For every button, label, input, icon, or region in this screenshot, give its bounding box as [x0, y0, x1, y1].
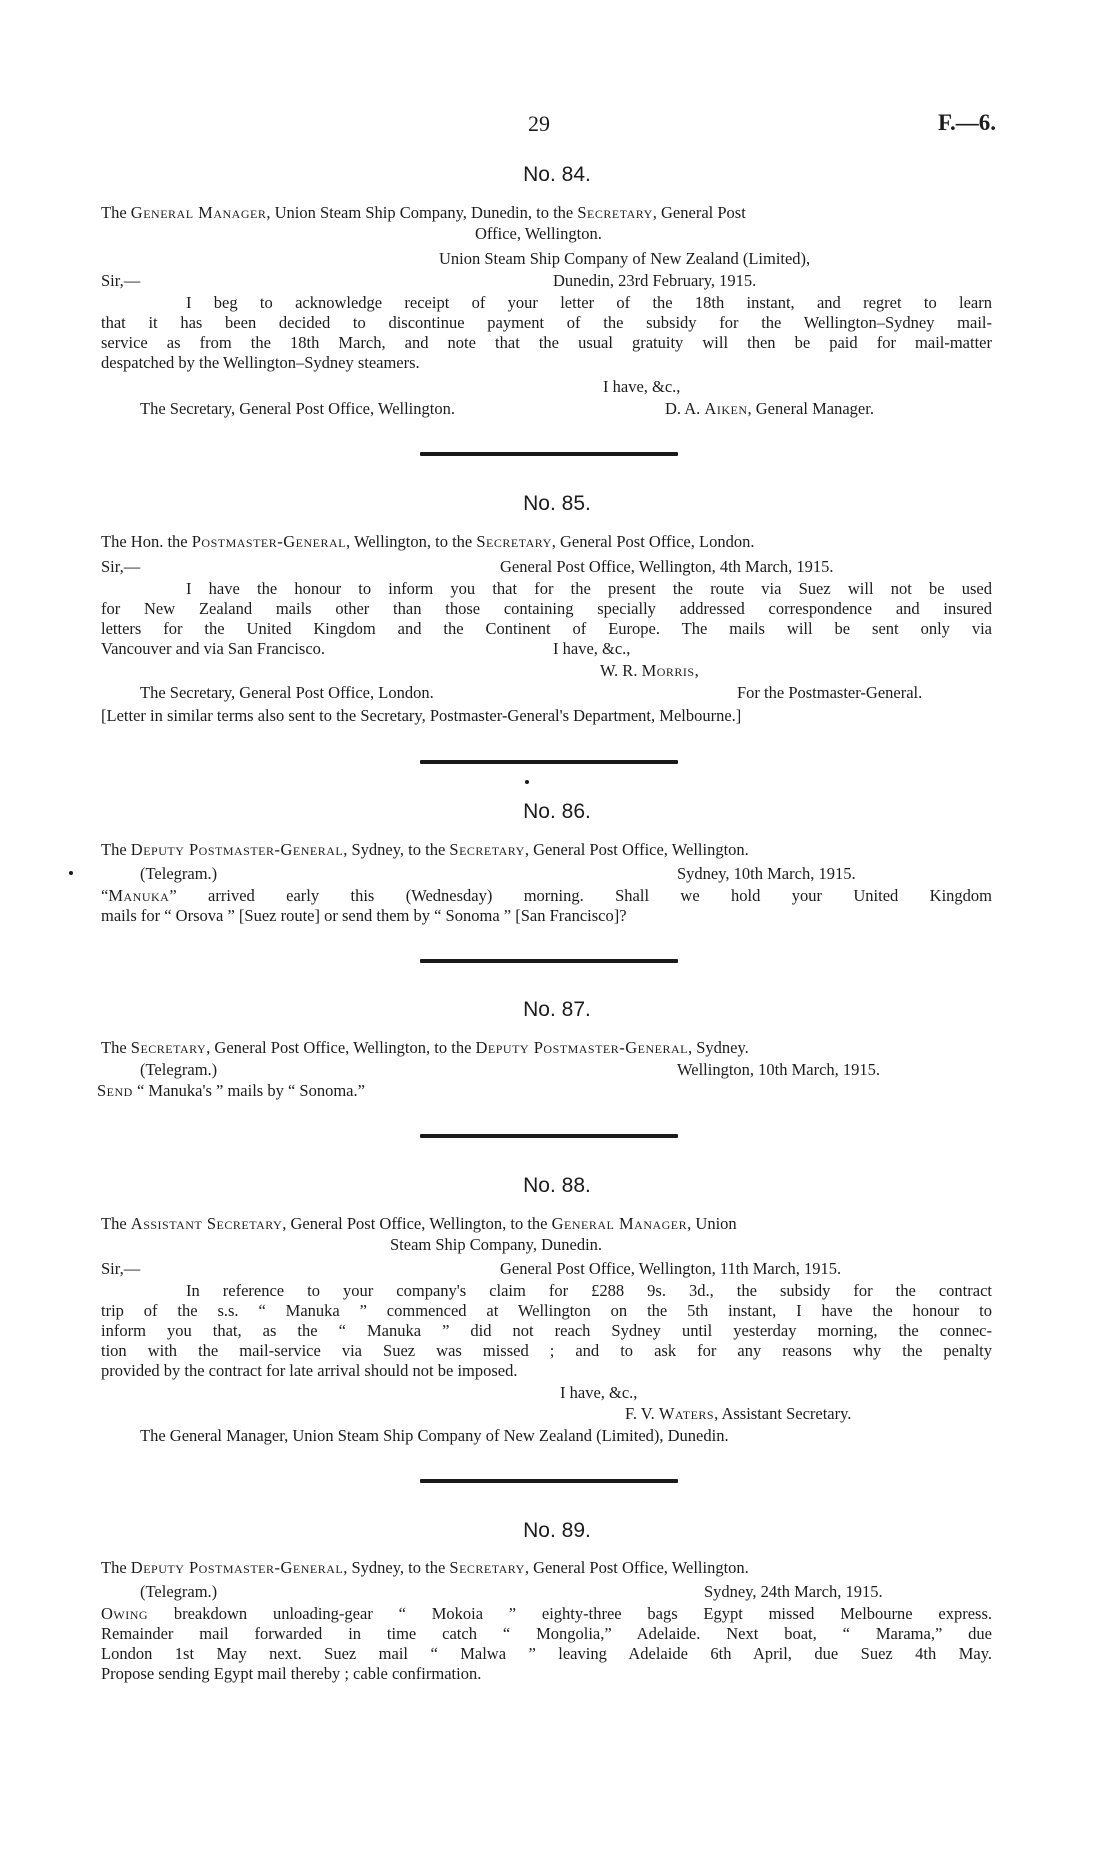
editorial-note-85: [Letter in similar terms also sent to the Secretary, Postmaster-General's Department, Melbourne.]: [101, 706, 742, 725]
body-line: despatched by the Wellington–Sydney steamers.: [101, 353, 420, 372]
body-line: “Manuka” arrived early this (Wednesday) morning. Shall we hold your United Kingdom: [101, 886, 992, 905]
letter-heading-89: The Deputy Postmaster-General, Sydney, to the Secretary, General Post Office, Wellington.: [101, 1558, 749, 1577]
section-number-87: No. 87.: [523, 998, 591, 1021]
section-number-84: No. 84.: [523, 163, 591, 186]
letter-date-84: Dunedin, 23rd February, 1915.: [553, 271, 757, 290]
body-line: In reference to your company's claim for £288 9s. 3d., the subsidy for the contract: [186, 1281, 992, 1300]
page-number: 29: [528, 111, 550, 136]
body-line: letters for the United Kingdom and the Continent of Europe. The mails will be sent only via: [101, 619, 992, 638]
body-line: provided by the contract for late arrival should not be imposed.: [101, 1361, 518, 1380]
section-number-89: No. 89.: [523, 1519, 591, 1542]
letter-heading-85: The Hon. the Postmaster-General, Wellington, to the Secretary, General Post Office, London.: [101, 532, 755, 551]
body-line: Owing breakdown unloading-gear “ Mokoia ” eighty-three bags Egypt missed Melbourne express.: [101, 1604, 992, 1623]
section-divider: [420, 1479, 678, 1483]
ink-speck: [69, 871, 73, 875]
body-line: service as from the 18th March, and note that the usual gratuity will then be paid for mail-matter: [101, 333, 992, 352]
body-line: Propose sending Egypt mail thereby ; cable confirmation.: [101, 1664, 482, 1683]
letter-date-88: General Post Office, Wellington, 11th March, 1915.: [500, 1259, 842, 1278]
body-line: I beg to acknowledge receipt of your letter of the 18th instant, and regret to learn: [186, 293, 992, 312]
section-divider: [420, 760, 678, 764]
telegram-label-86: (Telegram.): [140, 864, 218, 883]
body-line: that it has been decided to discontinue payment of the subsidy for the Wellington–Sydney mail-: [101, 313, 992, 332]
letter-heading-86: The Deputy Postmaster-General, Sydney, to the Secretary, General Post Office, Wellington.: [101, 840, 749, 859]
section-divider: [420, 959, 678, 963]
letter-date-85: General Post Office, Wellington, 4th March, 1915.: [500, 557, 834, 576]
addressee-88: The General Manager, Union Steam Ship Company of New Zealand (Limited), Dunedin.: [140, 1426, 729, 1445]
body-line: mails for “ Orsova ” [Suez route] or send them by “ Sonoma ” [San Francisco]?: [101, 906, 627, 925]
telegram-label-89: (Telegram.): [140, 1582, 218, 1601]
letter-heading-88-line2: Steam Ship Company, Dunedin.: [390, 1235, 603, 1254]
telegram-date-86: Sydney, 10th March, 1915.: [677, 864, 856, 883]
salutation-84: Sir,—: [101, 271, 141, 290]
telegram-label-87: (Telegram.): [140, 1060, 218, 1079]
letter-heading-84-line2: Office, Wellington.: [475, 224, 602, 243]
closing-85: I have, &c.,: [553, 639, 631, 658]
section-number-86: No. 86.: [523, 800, 591, 823]
body-line: Vancouver and via San Francisco.: [101, 639, 326, 658]
body-line: inform you that, as the “ Manuka ” did not reach Sydney until yesterday morning, the connec-: [101, 1321, 992, 1340]
document-reference: F.—6.: [938, 110, 996, 135]
closing-84: I have, &c.,: [603, 377, 681, 396]
section-divider: [420, 452, 678, 456]
salutation-85: Sir,—: [101, 557, 141, 576]
letter-heading-88: The Assistant Secretary, General Post Office, Wellington, to the General Manager, Union: [101, 1214, 737, 1233]
letter-heading-87: The Secretary, General Post Office, Wellington, to the Deputy Postmaster-General, Sydney.: [101, 1038, 749, 1057]
signature-88: F. V. Waters, Assistant Secretary.: [625, 1404, 852, 1423]
body-line: I have the honour to inform you that for the present the route via Suez will not be used: [186, 579, 992, 598]
addressee-85: The Secretary, General Post Office, London.: [140, 683, 434, 702]
section-divider: [420, 1134, 678, 1138]
body-line: London 1st May next. Suez mail “ Malwa ” leaving Adelaide 6th April, due Suez 4th May.: [101, 1644, 992, 1663]
sender-address-84: Union Steam Ship Company of New Zealand (Limited),: [439, 249, 811, 268]
telegram-date-87: Wellington, 10th March, 1915.: [677, 1060, 881, 1079]
body-line: Remainder mail forwarded in time catch “ Mongolia,” Adelaide. Next boat, “ Marama,” due: [101, 1624, 992, 1643]
letter-heading-84: The General Manager, Union Steam Ship Company, Dunedin, to the Secretary, General Post: [101, 203, 746, 222]
signature-title-85: For the Postmaster-General.: [737, 683, 923, 702]
addressee-84: The Secretary, General Post Office, Wellington.: [140, 399, 455, 418]
signature-84: D. A. Aiken, General Manager.: [665, 399, 874, 418]
ink-speck: [525, 780, 529, 784]
section-number-88: No. 88.: [523, 1174, 591, 1197]
section-number-85: No. 85.: [523, 492, 591, 515]
closing-88: I have, &c.,: [560, 1383, 638, 1402]
telegram-date-89: Sydney, 24th March, 1915.: [704, 1582, 883, 1601]
body-line: for New Zealand mails other than those containing specially addressed correspondence and insured: [101, 599, 992, 618]
body-line: trip of the s.s. “ Manuka ” commenced at Wellington on the 5th instant, I have the honour to: [101, 1301, 992, 1320]
signature-85: W. R. Morris,: [600, 661, 699, 680]
body-line: tion with the mail-service via Suez was missed ; and to ask for any reasons why the penalty: [101, 1341, 992, 1360]
salutation-88: Sir,—: [101, 1259, 141, 1278]
body-line: Send “ Manuka's ” mails by “ Sonoma.”: [97, 1081, 365, 1100]
